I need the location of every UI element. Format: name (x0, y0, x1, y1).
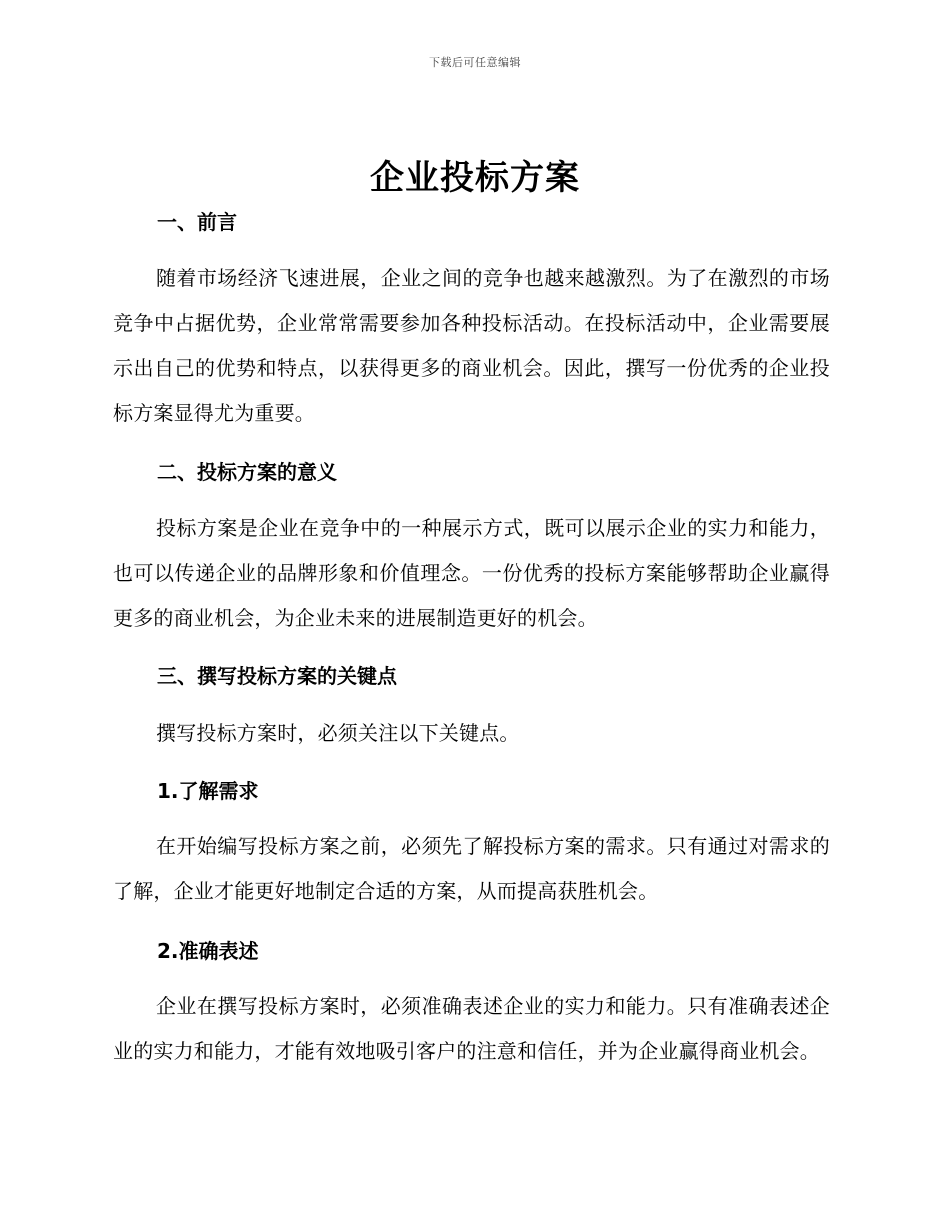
paragraph-key-points (113, 711, 830, 756)
paragraph-preface (113, 256, 830, 436)
paragraph-significance (113, 506, 830, 641)
paragraph-text: 撰写投标方案时，必须关注以下关键点。 (156, 721, 520, 745)
paragraph-text: 企业在撰写投标方案时，必须准确表述企业的实力和能力。只有准确表述企业的实力和能力，才能有效地吸引客户的注意和信任，并为企业赢得商业机会。 (113, 994, 830, 1063)
heading-text: 一、前言 (157, 210, 237, 234)
section-heading-preface (113, 207, 830, 237)
paragraph-text: 随着市场经济飞速进展，企业之间的竞争也越来越激烈。为了在激烈的市场竞争中占据优势，企业常常需要参加各种投标活动。在投标活动中，企业需要展示出自己的优势和特点，以获得更多的商业机会。因此，撰写一份优秀的企业投标方案显得尤为重要。 (113, 266, 830, 425)
document-title: 企业投标方案 (370, 158, 580, 198)
subheading-understand-needs (113, 776, 830, 806)
paragraph-text: 在开始编写投标方案之前，必须先了解投标方案的需求。只有通过对需求的了解，企业才能更好地制定合适的方案，从而提高获胜机会。 (113, 834, 830, 903)
heading-text: 2.准确表述 (157, 939, 259, 963)
section-heading-significance (113, 457, 830, 487)
heading-text: 1.了解需求 (157, 779, 259, 803)
paragraph-accurate-statement (113, 984, 830, 1074)
heading-text: 三、撰写投标方案的关键点 (157, 664, 397, 688)
section-heading-key-points (113, 661, 830, 691)
paragraph-text: 投标方案是企业在竞争中的一种展示方式，既可以展示企业的实力和能力，也可以传递企业的品牌形象和价值理念。一份优秀的投标方案能够帮助企业赢得更多的商业机会，为企业未来的进展制造更好的机会。 (113, 516, 830, 630)
paragraph-understand-needs (113, 824, 830, 914)
header-note: 下载后可任意编辑 (429, 56, 521, 69)
subheading-accurate-statement (113, 936, 830, 966)
heading-text: 二、投标方案的意义 (157, 460, 337, 484)
